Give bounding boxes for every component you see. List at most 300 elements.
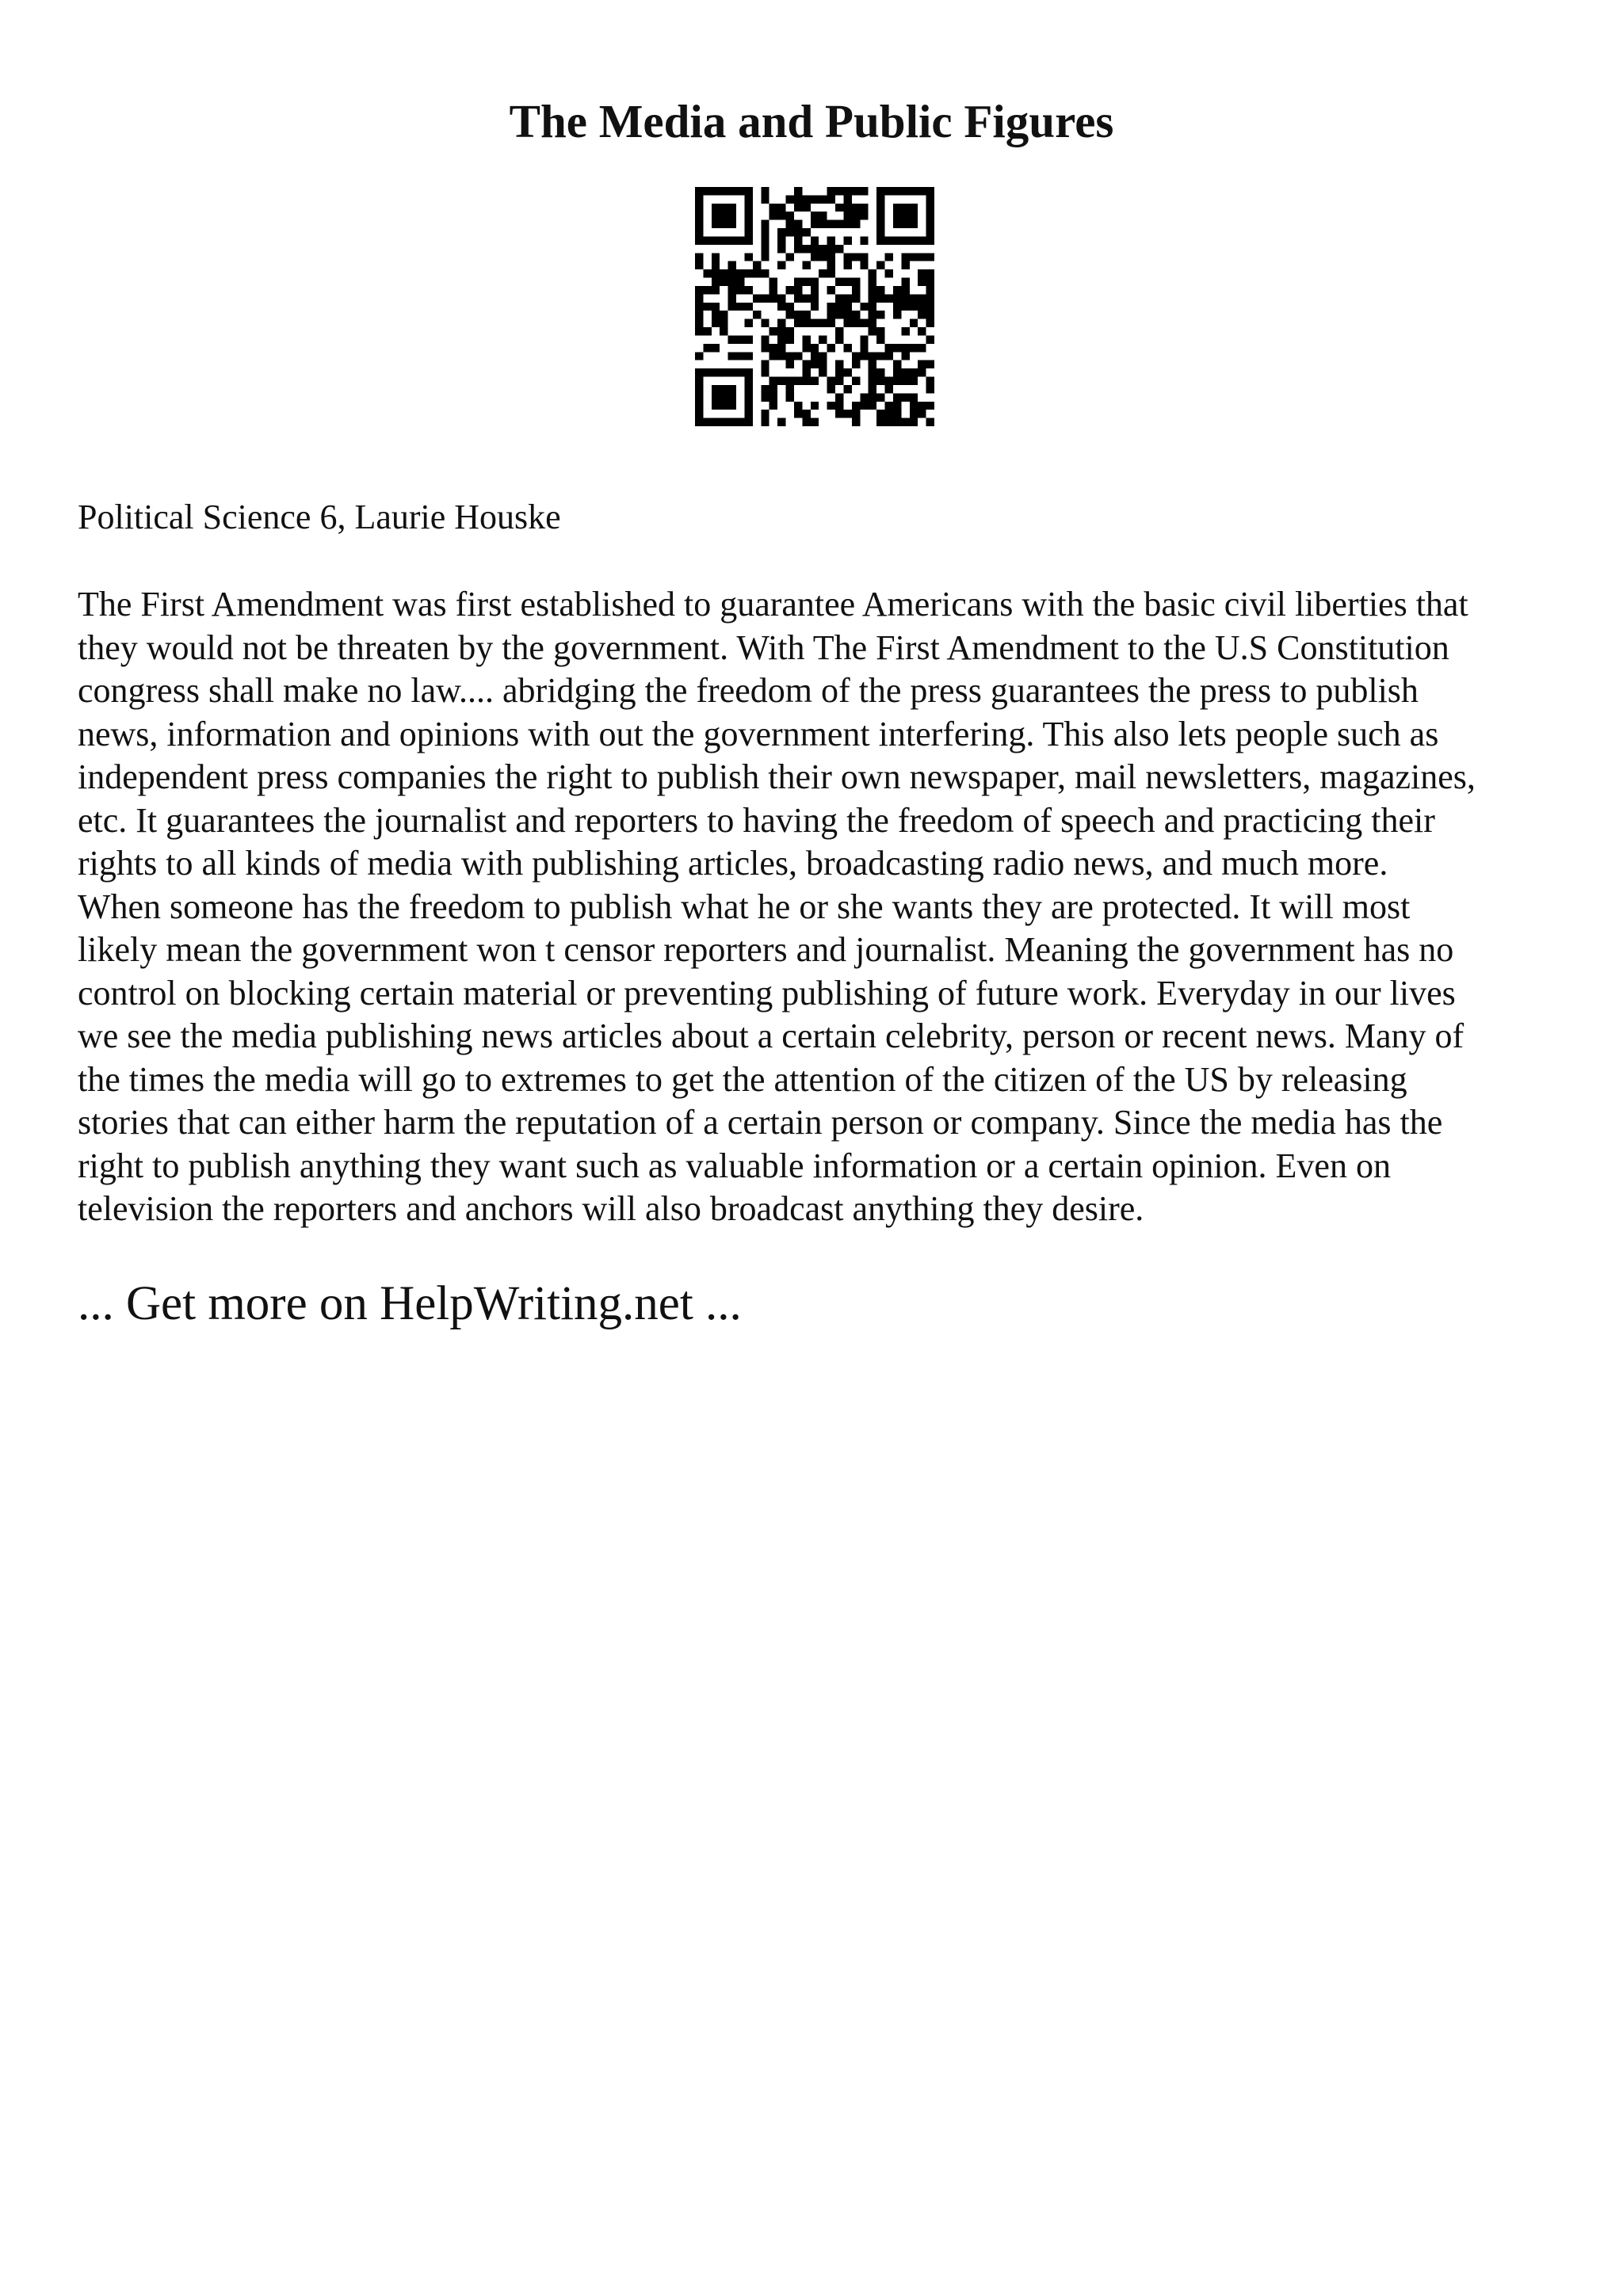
qr-module bbox=[876, 228, 884, 236]
qr-module bbox=[794, 352, 802, 360]
qr-module bbox=[736, 352, 744, 360]
qr-module bbox=[794, 311, 802, 318]
qr-module bbox=[777, 344, 785, 352]
qr-module bbox=[712, 278, 720, 286]
qr-module bbox=[827, 220, 835, 228]
qr-module bbox=[827, 236, 835, 244]
qr-module bbox=[777, 319, 785, 327]
qr-module bbox=[728, 204, 736, 212]
qr-module bbox=[893, 377, 901, 385]
qr-module bbox=[869, 385, 876, 393]
qr-module bbox=[885, 187, 893, 195]
qr-module bbox=[926, 418, 934, 426]
body-line: they would not be threaten by the government. With The First Amendment to the U.S Constitution bbox=[78, 627, 1449, 667]
qr-module bbox=[769, 327, 777, 335]
qr-module bbox=[794, 236, 802, 244]
qr-module bbox=[695, 253, 703, 261]
qr-module bbox=[720, 418, 727, 426]
qr-module bbox=[910, 294, 918, 302]
qr-module bbox=[819, 269, 827, 277]
qr-module bbox=[835, 410, 843, 418]
qr-module bbox=[794, 402, 802, 410]
qr-module bbox=[869, 393, 876, 401]
qr-module bbox=[695, 286, 703, 294]
qr-module bbox=[885, 418, 893, 426]
qr-module bbox=[843, 236, 851, 244]
qr-module bbox=[843, 368, 851, 376]
qr-module bbox=[852, 204, 860, 212]
qr-module bbox=[852, 286, 860, 294]
qr-module bbox=[761, 418, 769, 426]
qr-module bbox=[901, 303, 909, 311]
qr-module bbox=[901, 327, 909, 335]
qr-module bbox=[786, 311, 794, 318]
qr-module bbox=[712, 393, 720, 401]
qr-module bbox=[827, 253, 835, 261]
qr-module bbox=[728, 352, 736, 360]
qr-module bbox=[819, 360, 827, 368]
qr-module bbox=[794, 410, 802, 418]
qr-module bbox=[736, 269, 744, 277]
qr-module bbox=[835, 303, 843, 311]
qr-module bbox=[876, 220, 884, 228]
qr-module bbox=[835, 245, 843, 253]
qr-module bbox=[728, 286, 736, 294]
qr-module bbox=[835, 377, 843, 385]
qr-code[interactable] bbox=[695, 187, 934, 426]
qr-module bbox=[794, 228, 802, 236]
qr-module bbox=[926, 195, 934, 203]
qr-module bbox=[876, 294, 884, 302]
qr-module bbox=[736, 335, 744, 343]
qr-module bbox=[744, 393, 752, 401]
qr-module bbox=[918, 410, 926, 418]
qr-module bbox=[744, 410, 752, 418]
qr-module bbox=[761, 294, 769, 302]
qr-module bbox=[876, 352, 884, 360]
qr-module bbox=[802, 278, 810, 286]
qr-module bbox=[843, 187, 851, 195]
qr-module bbox=[712, 368, 720, 376]
qr-module bbox=[893, 368, 901, 376]
qr-module bbox=[744, 195, 752, 203]
qr-module bbox=[860, 236, 868, 244]
qr-module bbox=[703, 236, 711, 244]
qr-module bbox=[802, 319, 810, 327]
qr-module bbox=[852, 311, 860, 318]
qr-module bbox=[901, 352, 909, 360]
qr-module bbox=[728, 294, 736, 302]
qr-module bbox=[918, 187, 926, 195]
qr-module bbox=[712, 261, 720, 269]
qr-module bbox=[860, 303, 868, 311]
qr-module bbox=[811, 245, 819, 253]
qr-module bbox=[843, 212, 851, 219]
qr-module bbox=[811, 377, 819, 385]
qr-module bbox=[753, 261, 761, 269]
qr-module bbox=[712, 269, 720, 277]
qr-module bbox=[926, 385, 934, 393]
qr-module bbox=[901, 253, 909, 261]
qr-module bbox=[769, 286, 777, 294]
qr-module bbox=[893, 204, 901, 212]
qr-module bbox=[885, 352, 893, 360]
qr-module bbox=[843, 204, 851, 212]
qr-module bbox=[819, 245, 827, 253]
qr-module bbox=[852, 278, 860, 286]
qr-module bbox=[695, 228, 703, 236]
qr-module bbox=[695, 368, 703, 376]
body-line: we see the media publishing news articles about a certain celebrity, person or recent news. Many of bbox=[78, 1016, 1465, 1055]
qr-module bbox=[876, 410, 884, 418]
qr-module bbox=[761, 228, 769, 236]
qr-module bbox=[901, 344, 909, 352]
qr-module bbox=[926, 253, 934, 261]
qr-module bbox=[761, 335, 769, 343]
qr-module bbox=[843, 303, 851, 311]
qr-module bbox=[918, 303, 926, 311]
qr-module bbox=[835, 393, 843, 401]
qr-module bbox=[794, 195, 802, 203]
qr-module bbox=[720, 311, 727, 318]
qr-module bbox=[695, 327, 703, 335]
qr-module bbox=[910, 393, 918, 401]
qr-module bbox=[786, 220, 794, 228]
qr-module bbox=[910, 410, 918, 418]
qr-module bbox=[860, 261, 868, 269]
qr-module bbox=[712, 253, 720, 261]
qr-module bbox=[852, 418, 860, 426]
qr-module bbox=[918, 402, 926, 410]
qr-module bbox=[802, 368, 810, 376]
qr-module bbox=[827, 385, 835, 393]
qr-module bbox=[761, 319, 769, 327]
qr-module bbox=[811, 236, 819, 244]
qr-module bbox=[918, 278, 926, 286]
qr-module bbox=[794, 187, 802, 195]
qr-module bbox=[720, 402, 727, 410]
qr-module bbox=[926, 311, 934, 318]
qr-module bbox=[794, 294, 802, 302]
qr-module bbox=[744, 385, 752, 393]
qr-module bbox=[720, 212, 727, 219]
qr-module bbox=[769, 344, 777, 352]
qr-module bbox=[736, 236, 744, 244]
qr-module bbox=[893, 393, 901, 401]
qr-module bbox=[827, 245, 835, 253]
qr-module bbox=[901, 286, 909, 294]
qr-module bbox=[910, 418, 918, 426]
body-line: etc. It guarantees the journalist and reporters to having the freedom of speech and practicing their bbox=[78, 800, 1435, 840]
qr-module bbox=[893, 294, 901, 302]
qr-module bbox=[712, 303, 720, 311]
get-more-link[interactable]: ... Get more on HelpWriting.net ... bbox=[78, 1277, 742, 1330]
page-title: The Media and Public Figures bbox=[509, 95, 1114, 147]
qr-module bbox=[744, 402, 752, 410]
qr-module bbox=[901, 187, 909, 195]
qr-module bbox=[869, 303, 876, 311]
qr-module bbox=[926, 204, 934, 212]
qr-module bbox=[728, 261, 736, 269]
qr-module bbox=[926, 377, 934, 385]
qr-module bbox=[736, 303, 744, 311]
qr-module bbox=[703, 327, 711, 335]
qr-module bbox=[918, 269, 926, 277]
qr-module bbox=[893, 360, 901, 368]
qr-module bbox=[910, 303, 918, 311]
qr-module bbox=[869, 294, 876, 302]
qr-module bbox=[893, 344, 901, 352]
qr-module bbox=[811, 253, 819, 261]
qr-module bbox=[728, 303, 736, 311]
qr-module bbox=[769, 294, 777, 302]
qr-module bbox=[728, 212, 736, 219]
qr-module bbox=[728, 187, 736, 195]
qr-module bbox=[695, 418, 703, 426]
qr-module bbox=[885, 236, 893, 244]
qr-module bbox=[885, 253, 893, 261]
qr-module bbox=[835, 187, 843, 195]
qr-module bbox=[819, 319, 827, 327]
qr-module bbox=[885, 344, 893, 352]
qr-module bbox=[869, 402, 876, 410]
qr-module bbox=[869, 319, 876, 327]
qr-module bbox=[893, 303, 901, 311]
qr-module bbox=[786, 352, 794, 360]
qr-module bbox=[802, 335, 810, 343]
qr-module bbox=[712, 220, 720, 228]
qr-module bbox=[777, 335, 785, 343]
qr-module bbox=[703, 368, 711, 376]
qr-module bbox=[794, 278, 802, 286]
qr-module bbox=[893, 220, 901, 228]
qr-module bbox=[811, 212, 819, 219]
qr-module bbox=[827, 311, 835, 318]
body-line: control on blocking certain material or preventing publishing of future work. Everyday in our lives bbox=[78, 973, 1456, 1013]
qr-module bbox=[926, 335, 934, 343]
qr-module bbox=[835, 311, 843, 318]
qr-module bbox=[777, 236, 785, 244]
qr-module bbox=[843, 410, 851, 418]
qr-module bbox=[728, 368, 736, 376]
qr-module bbox=[926, 187, 934, 195]
qr-module bbox=[860, 352, 868, 360]
qr-module bbox=[744, 204, 752, 212]
qr-module bbox=[910, 377, 918, 385]
qr-module bbox=[712, 286, 720, 294]
qr-module bbox=[720, 327, 727, 335]
qr-module bbox=[761, 269, 769, 277]
qr-module bbox=[901, 294, 909, 302]
qr-module bbox=[720, 368, 727, 376]
qr-module bbox=[852, 212, 860, 219]
qr-module bbox=[901, 236, 909, 244]
qr-module bbox=[893, 212, 901, 219]
qr-module bbox=[786, 393, 794, 401]
qr-module bbox=[720, 187, 727, 195]
qr-module bbox=[703, 187, 711, 195]
qr-module bbox=[819, 335, 827, 343]
qr-module bbox=[802, 228, 810, 236]
qr-module bbox=[744, 352, 752, 360]
qr-module bbox=[695, 195, 703, 203]
qr-module bbox=[835, 278, 843, 286]
qr-module bbox=[786, 377, 794, 385]
qr-module bbox=[876, 335, 884, 343]
qr-module bbox=[769, 212, 777, 219]
qr-module bbox=[926, 278, 934, 286]
qr-module bbox=[786, 303, 794, 311]
qr-module bbox=[827, 402, 835, 410]
qr-module bbox=[885, 402, 893, 410]
qr-module bbox=[744, 303, 752, 311]
qr-module bbox=[885, 269, 893, 277]
qr-module bbox=[695, 311, 703, 318]
qr-module bbox=[893, 402, 901, 410]
qr-module bbox=[712, 344, 720, 352]
qr-module bbox=[769, 393, 777, 401]
qr-module bbox=[786, 253, 794, 261]
qr-module bbox=[786, 195, 794, 203]
qr-module bbox=[876, 261, 884, 269]
qr-module bbox=[827, 319, 835, 327]
qr-module bbox=[720, 385, 727, 393]
qr-module bbox=[736, 187, 744, 195]
qr-module bbox=[695, 410, 703, 418]
qr-module bbox=[744, 286, 752, 294]
qr-module bbox=[744, 368, 752, 376]
qr-module bbox=[695, 319, 703, 327]
qr-module bbox=[860, 319, 868, 327]
qr-module bbox=[802, 195, 810, 203]
qr-module bbox=[811, 402, 819, 410]
qr-module bbox=[852, 377, 860, 385]
qr-module bbox=[869, 278, 876, 286]
qr-module bbox=[860, 187, 868, 195]
qr-module bbox=[695, 220, 703, 228]
qr-module bbox=[852, 352, 860, 360]
qr-module bbox=[926, 212, 934, 219]
qr-module bbox=[901, 418, 909, 426]
qr-module bbox=[777, 418, 785, 426]
qr-module bbox=[901, 368, 909, 376]
qr-module bbox=[794, 204, 802, 212]
qr-module bbox=[852, 187, 860, 195]
qr-module bbox=[712, 187, 720, 195]
qr-module bbox=[860, 212, 868, 219]
qr-module bbox=[811, 286, 819, 294]
qr-module bbox=[852, 402, 860, 410]
qr-module bbox=[695, 187, 703, 195]
qr-module bbox=[728, 418, 736, 426]
qr-module bbox=[712, 311, 720, 318]
byline: Political Science 6, Laurie Houske bbox=[78, 498, 561, 536]
qr-module bbox=[777, 204, 785, 212]
qr-module bbox=[926, 220, 934, 228]
qr-module bbox=[736, 368, 744, 376]
qr-module bbox=[769, 204, 777, 212]
qr-module bbox=[901, 278, 909, 286]
qr-module bbox=[728, 335, 736, 343]
qr-module bbox=[852, 410, 860, 418]
qr-module bbox=[918, 360, 926, 368]
qr-module bbox=[918, 294, 926, 302]
qr-module bbox=[794, 245, 802, 253]
qr-module bbox=[860, 393, 868, 401]
qr-module bbox=[869, 327, 876, 335]
qr-module bbox=[835, 327, 843, 335]
qr-module bbox=[811, 418, 819, 426]
qr-module bbox=[695, 236, 703, 244]
qr-module bbox=[761, 344, 769, 352]
qr-module bbox=[777, 228, 785, 236]
qr-module bbox=[843, 261, 851, 269]
qr-module bbox=[926, 360, 934, 368]
qr-module bbox=[712, 402, 720, 410]
body-line: television the reporters and anchors will also broadcast anything they desire. bbox=[78, 1189, 1144, 1228]
qr-module bbox=[843, 253, 851, 261]
qr-module bbox=[910, 368, 918, 376]
qr-module bbox=[753, 311, 761, 318]
qr-module bbox=[802, 360, 810, 368]
qr-module bbox=[712, 385, 720, 393]
qr-module bbox=[876, 327, 884, 335]
qr-module bbox=[852, 294, 860, 302]
qr-module bbox=[910, 220, 918, 228]
qr-module bbox=[918, 368, 926, 376]
qr-module bbox=[893, 187, 901, 195]
qr-module bbox=[819, 368, 827, 376]
qr-module bbox=[901, 220, 909, 228]
qr-module bbox=[918, 236, 926, 244]
qr-module bbox=[852, 319, 860, 327]
qr-module bbox=[876, 311, 884, 318]
qr-module bbox=[761, 220, 769, 228]
body-line: right to publish anything they want such as valuable information or a certain opinion. Even on bbox=[78, 1146, 1391, 1185]
qr-module bbox=[827, 344, 835, 352]
qr-module bbox=[852, 220, 860, 228]
qr-module bbox=[827, 269, 835, 277]
qr-module bbox=[869, 269, 876, 277]
qr-module bbox=[876, 393, 884, 401]
qr-module bbox=[860, 335, 868, 343]
qr-module bbox=[918, 311, 926, 318]
qr-module bbox=[811, 303, 819, 311]
qr-module bbox=[794, 220, 802, 228]
qr-module bbox=[885, 377, 893, 385]
qr-module bbox=[852, 360, 860, 368]
qr-module bbox=[736, 278, 744, 286]
qr-module bbox=[876, 236, 884, 244]
qr-module bbox=[769, 377, 777, 385]
qr-module bbox=[794, 286, 802, 294]
qr-module bbox=[926, 236, 934, 244]
qr-module bbox=[910, 253, 918, 261]
qr-module bbox=[786, 327, 794, 335]
body-line: When someone has the freedom to publish what he or she wants they are protected. It will most bbox=[78, 887, 1411, 926]
qr-module bbox=[736, 286, 744, 294]
qr-module bbox=[819, 253, 827, 261]
qr-module bbox=[769, 352, 777, 360]
qr-module bbox=[918, 327, 926, 335]
qr-module bbox=[703, 303, 711, 311]
qr-module bbox=[703, 286, 711, 294]
qr-module bbox=[876, 187, 884, 195]
qr-module bbox=[827, 195, 835, 203]
qr-module bbox=[761, 385, 769, 393]
qr-module bbox=[695, 402, 703, 410]
qr-module bbox=[835, 204, 843, 212]
